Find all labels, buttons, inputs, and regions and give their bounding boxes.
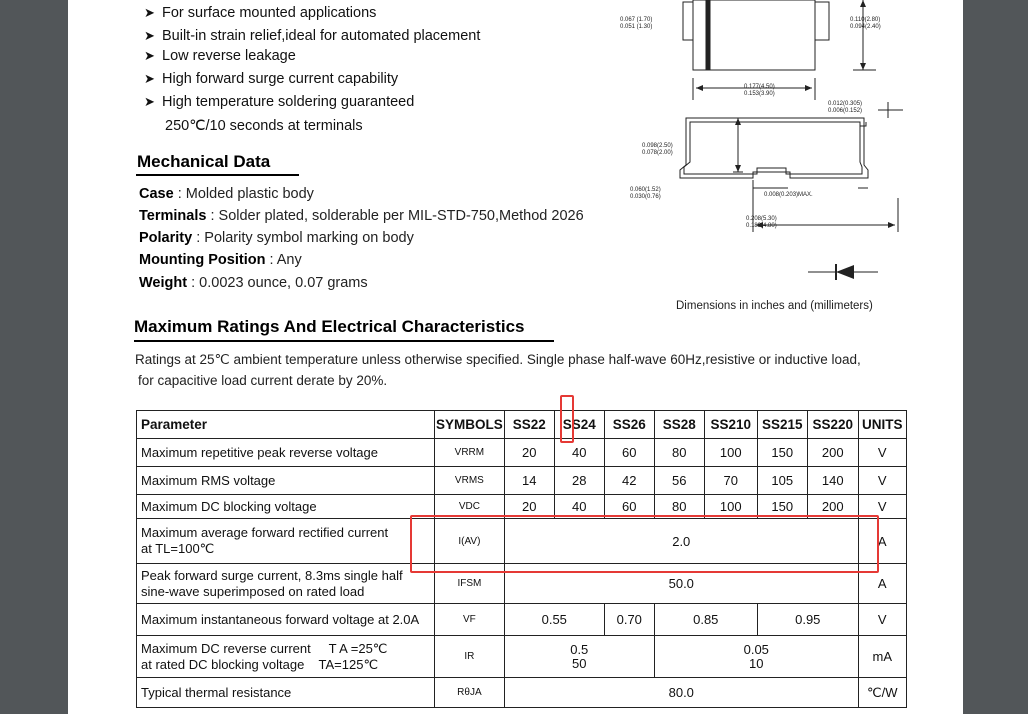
feature-item: ➤ Built-in strain relief,ideal for automated placement [144,28,481,44]
feature-item: ➤ Low reverse leakage [144,48,296,64]
arrow-bullet-icon: ➤ [144,28,155,43]
top-view-body [693,0,815,70]
highlight-box-iav-row [410,515,879,573]
dim-label: 0.008(0.203)MAX. [764,192,813,198]
header-part: SS26 [604,411,654,439]
arrow-bullet-icon: ➤ [144,94,155,109]
mech-row-terminals: Terminals : Solder plated, solderable per MIL-STD-750,Method 2026 [139,208,584,224]
feature-item: ➤ High temperature soldering guaranteed [144,94,415,110]
header-part: SS28 [654,411,704,439]
dim-label: 0.098(2.50) 0.078(2.00) [642,143,673,156]
dim-label: 0.208(5.30) 0.188(4.80) [746,216,777,229]
header-part: SS220 [807,411,858,439]
dim-label: 0.012(0.305) 0.006(0.152) [828,101,863,114]
header-parameter: Parameter [137,411,435,439]
heading-underline [134,340,554,342]
dim-label: 0.110(2.80) 0.094(2.40) [850,17,881,30]
table-row: Maximum average forward rectified current at TL=100℃ I(AV) 2.0 A [137,519,907,564]
mechanical-data-heading: Mechanical Data [137,152,271,171]
feature-item: ➤ High forward surge current capability [144,71,399,87]
table-row: Typical thermal resistance RθJA 80.0 ℃/W [137,678,907,708]
top-view-lead-left [683,2,693,40]
header-part: SS210 [704,411,757,439]
diagram-caption: Dimensions in inches and (millimeters) [676,300,873,312]
highlight-box-ss24 [560,395,574,443]
table-row: Maximum DC reverse current T A =25℃ at rated DC blocking voltage TA=125℃ IR 0.5 50 0.05 10 mA [137,636,907,678]
ratings-note: Ratings at 25℃ ambient temperature unless otherwise specified. Single phase half-wave 60Hz,resistive or inductive load, [135,352,861,367]
dim-label: 0.067 (1.70) 0.051 (1.30) [620,17,653,30]
dim-label: 0.177(4.50) 0.153(3.90) [744,84,775,97]
table-row: Maximum instantaneous forward voltage at 2.0A VF 0.55 0.70 0.85 0.95 V [137,604,907,636]
mech-row-polarity: Polarity : Polarity symbol marking on body [139,230,414,246]
table-row: Maximum RMS voltage VRMS 14 28 42 56 70 105 140 V [137,467,907,495]
header-part: SS22 [504,411,554,439]
pdf-page [68,0,963,714]
arrow-bullet-icon: ➤ [144,48,155,63]
header-part: SS24 [554,411,604,439]
mech-row-case: Case : Molded plastic body [139,186,314,202]
feature-item: ➤ For surface mounted applications [144,5,377,21]
mech-row-weight: Weight : 0.0023 ounce, 0.07 grams [139,275,368,291]
table-row: Maximum DC blocking voltage VDC 20 40 60 80 100 150 200 V [137,495,907,519]
dim-label: 0.060(1.52) 0.030(0.76) [630,187,661,200]
table-header-row [137,411,907,439]
mech-row-mounting: Mounting Position : Any [139,252,302,268]
header-part: SS215 [757,411,807,439]
top-view-lead-right [815,2,829,40]
ratings-note: for capacitive load current derate by 20%. [138,373,388,388]
ratings-heading: Maximum Ratings And Electrical Characteristics [134,317,525,336]
arrow-bullet-icon: ➤ [144,5,155,20]
header-units: UNITS [858,411,906,439]
table-row: Maximum repetitive peak reverse voltage VRRM 20 40 60 80 100 150 200 V [137,439,907,467]
arrow-bullet-icon: ➤ [144,71,155,86]
diode-triangle-icon [836,265,854,279]
side-view-body [680,118,868,178]
header-symbols: SYMBOLS [435,411,505,439]
feature-item-continuation: 250℃/10 seconds at terminals [165,118,363,134]
table-row: Peak forward surge current, 8.3ms single half sine-wave superimposed on rated load IFSM 50.0 A [137,564,907,604]
heading-underline [136,174,299,176]
